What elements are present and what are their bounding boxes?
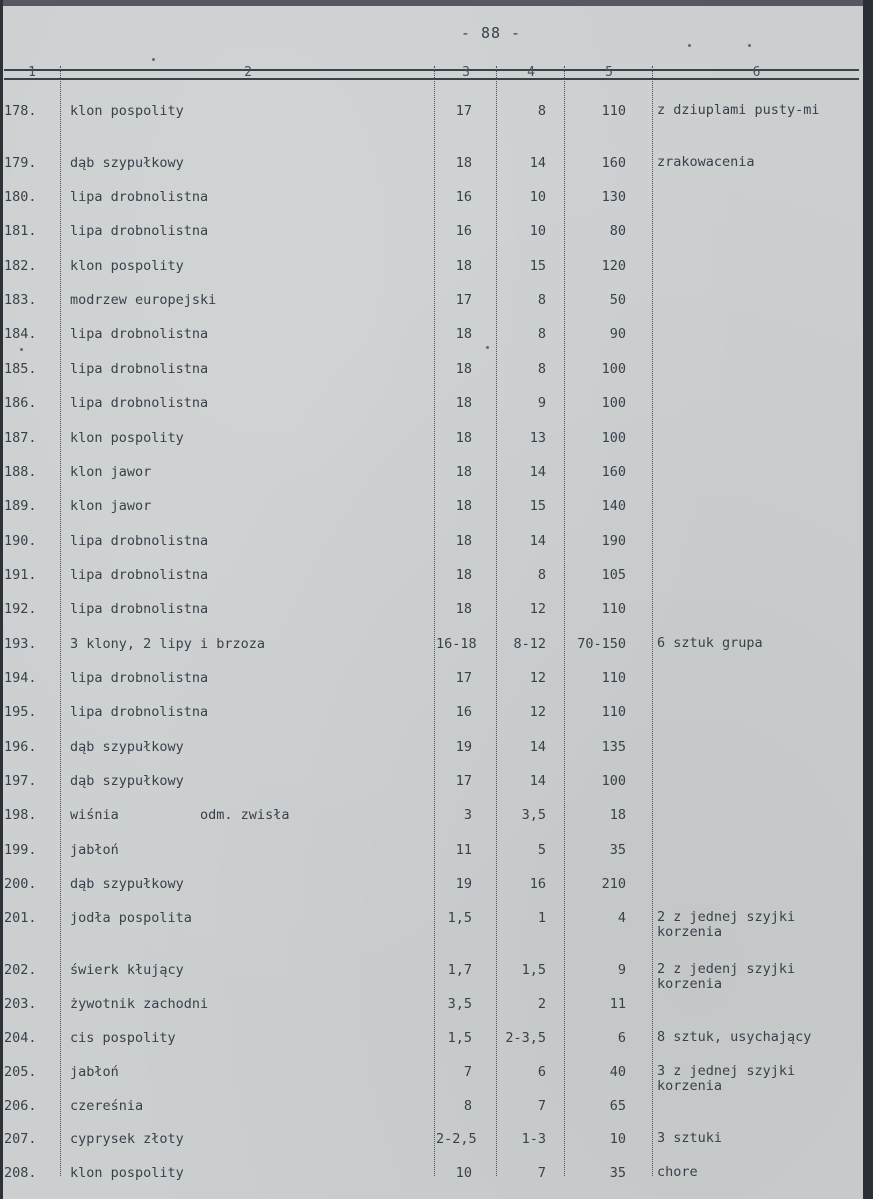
trunk-diameter: 1-3: [521, 1131, 546, 1147]
tree-species: dąb szypułkowy: [70, 155, 184, 171]
table-row: [0, 962, 873, 992]
tree-species: klon pospolity: [70, 1165, 184, 1181]
tree-remarks: 2 z jedenj szyjki korzenia: [657, 961, 796, 992]
trunk-diameter: 3,5: [521, 807, 546, 823]
tree-age: 100: [601, 773, 626, 789]
table-row: [0, 464, 873, 494]
table-row: [0, 189, 873, 219]
tree-remarks: 2 z jednej szyjki korzenia: [657, 909, 796, 940]
scan-speck: [748, 44, 751, 47]
tree-height: 8: [463, 1098, 472, 1114]
tree-remarks: 8 sztuk, usychający: [657, 1029, 812, 1045]
row-number: 183.: [4, 292, 37, 308]
tree-age: 110: [601, 670, 626, 686]
tree-remarks: zrakowacenia: [657, 154, 755, 170]
tree-species: dąb szypułkowy: [70, 773, 184, 789]
row-number: 200.: [4, 876, 37, 892]
trunk-diameter: 10: [529, 189, 546, 205]
tree-age: 110: [601, 103, 626, 119]
trunk-diameter: 14: [529, 155, 546, 171]
column-header-5: 5: [605, 65, 613, 80]
tree-height: 3: [463, 807, 472, 823]
tree-height: 17: [455, 292, 472, 308]
tree-height: 18: [455, 395, 472, 411]
table-row: [0, 704, 873, 734]
table-row: [0, 1131, 873, 1161]
table-row: [0, 292, 873, 322]
page-number: - 88 -: [460, 24, 522, 42]
row-number: 195.: [4, 704, 37, 720]
trunk-diameter: 8: [537, 567, 546, 583]
row-number: 205.: [4, 1064, 37, 1080]
tree-species: lipa drobnolistna: [70, 361, 209, 377]
trunk-diameter: 8: [537, 361, 546, 377]
tree-height: 17: [455, 670, 472, 686]
tree-age: 10: [609, 1131, 626, 1147]
tree-height: 18: [455, 533, 472, 549]
trunk-diameter: 1,5: [521, 962, 546, 978]
tree-remarks: 3 z jednej szyjki korzenia: [657, 1063, 796, 1094]
table-row: [0, 326, 873, 356]
tree-height: 16: [455, 223, 472, 239]
scan-speck: [152, 58, 155, 61]
tree-species: świerk kłujący: [70, 962, 184, 978]
table-row: [0, 1064, 873, 1094]
table-row: [0, 773, 873, 803]
tree-age: 40: [609, 1064, 626, 1080]
row-number: 192.: [4, 601, 37, 617]
trunk-diameter: 8: [537, 326, 546, 342]
table-row: [0, 155, 873, 185]
tree-age: 100: [601, 395, 626, 411]
row-number: 202.: [4, 962, 37, 978]
row-number: 194.: [4, 670, 37, 686]
trunk-diameter: 12: [529, 670, 546, 686]
column-header-6: 6: [752, 65, 761, 80]
row-number: 178.: [4, 103, 37, 119]
trunk-diameter: 2: [537, 996, 546, 1012]
trunk-diameter: 14: [529, 773, 546, 789]
table-row: [0, 807, 873, 837]
tree-age: 100: [601, 361, 626, 377]
trunk-diameter: 2-3,5: [505, 1030, 546, 1046]
tree-height: 18: [455, 498, 472, 514]
tree-species: jodła pospolita: [70, 910, 192, 926]
tree-height: 18: [455, 326, 472, 342]
tree-species: dąb szypułkowy: [70, 876, 184, 892]
trunk-diameter: 5: [537, 842, 546, 858]
trunk-diameter: 8: [537, 103, 546, 119]
row-number: 185.: [4, 361, 37, 377]
tree-age: 190: [601, 533, 626, 549]
row-number: 189.: [4, 498, 37, 514]
table-row: [0, 258, 873, 288]
table-row: [0, 395, 873, 425]
scan-top-edge: [0, 0, 873, 6]
tree-species: dąb szypułkowy: [70, 739, 184, 755]
row-number: 207.: [4, 1131, 37, 1147]
tree-species: 3 klony, 2 lipy i brzoza: [70, 636, 266, 652]
table-row: [0, 498, 873, 528]
tree-species: cis pospolity: [70, 1030, 176, 1046]
tree-remarks: 6 sztuk grupa: [657, 635, 763, 651]
tree-species: lipa drobnolistna: [70, 704, 209, 720]
table-row: [0, 842, 873, 872]
tree-age: 105: [601, 567, 626, 583]
column-header-4: 4: [527, 65, 535, 80]
scan-speck: [486, 346, 489, 349]
tree-species: lipa drobnolistna: [70, 326, 209, 342]
tree-age: 210: [601, 876, 626, 892]
row-number: 201.: [4, 910, 37, 926]
tree-age: 11: [609, 996, 626, 1012]
table-row: [0, 739, 873, 769]
tree-species: czereśnia: [70, 1098, 144, 1114]
tree-height: 16: [455, 189, 472, 205]
tree-species: lipa drobnolistna: [70, 223, 209, 239]
trunk-diameter: 13: [529, 430, 546, 446]
row-number: 184.: [4, 326, 37, 342]
row-number: 199.: [4, 842, 37, 858]
tree-remarks: z dziuplami pusty-mi: [657, 102, 820, 118]
trunk-diameter: 12: [529, 601, 546, 617]
tree-species: jabłoń: [70, 842, 119, 858]
trunk-diameter: 14: [529, 464, 546, 480]
tree-height: 18: [455, 601, 472, 617]
trunk-diameter: 8-12: [513, 636, 546, 652]
trunk-diameter: 15: [529, 258, 546, 274]
tree-height: 2-2,5: [436, 1131, 477, 1147]
tree-age: 80: [609, 223, 626, 239]
tree-height: 19: [455, 876, 472, 892]
tree-age: 6: [617, 1030, 626, 1046]
tree-species: klon pospolity: [70, 430, 184, 446]
table-row: [0, 361, 873, 391]
table-row: [0, 1098, 873, 1128]
tree-height: 16-18: [436, 636, 477, 652]
tree-species: jabłoń: [70, 1064, 119, 1080]
row-number: 196.: [4, 739, 37, 755]
row-number: 180.: [4, 189, 37, 205]
trunk-diameter: 7: [537, 1165, 546, 1181]
tree-remarks: chore: [657, 1164, 698, 1180]
tree-age: 65: [609, 1098, 626, 1114]
table-row: [0, 430, 873, 460]
trunk-diameter: 14: [529, 739, 546, 755]
tree-species: lipa drobnolistna: [70, 567, 209, 583]
tree-age: 35: [609, 842, 626, 858]
trunk-diameter: 6: [537, 1064, 546, 1080]
table-row: [0, 636, 873, 666]
tree-height: 17: [455, 103, 472, 119]
trunk-diameter: 1: [537, 910, 546, 926]
tree-age: 110: [601, 601, 626, 617]
tree-age: 35: [609, 1165, 626, 1181]
table-row: [0, 601, 873, 631]
tree-species: klon jawor: [70, 464, 152, 480]
tree-age: 70-150: [577, 636, 626, 652]
tree-height: 11: [455, 842, 472, 858]
column-header-2: 2: [244, 65, 252, 80]
tree-height: 18: [455, 567, 472, 583]
tree-age: 120: [601, 258, 626, 274]
trunk-diameter: 7: [537, 1098, 546, 1114]
trunk-diameter: 12: [529, 704, 546, 720]
table-row: [0, 103, 873, 133]
tree-height: 10: [455, 1165, 472, 1181]
tree-species: lipa drobnolistna: [70, 533, 209, 549]
row-number: 188.: [4, 464, 37, 480]
row-number: 191.: [4, 567, 37, 583]
tree-remarks: 3 sztuki: [657, 1130, 723, 1146]
trunk-diameter: 10: [529, 223, 546, 239]
tree-age: 18: [609, 807, 626, 823]
table-row: [0, 1165, 873, 1195]
row-number: 208.: [4, 1165, 37, 1181]
row-number: 206.: [4, 1098, 37, 1114]
scan-speck: [688, 44, 691, 47]
row-number: 204.: [4, 1030, 37, 1046]
tree-age: 50: [609, 292, 626, 308]
row-number: 182.: [4, 258, 37, 274]
tree-species: wiśnia odm. zwisła: [70, 807, 290, 823]
tree-height: 18: [455, 258, 472, 274]
tree-height: 1,7: [447, 962, 472, 978]
column-header-1: 1: [28, 65, 36, 80]
column-header-3: 3: [462, 65, 470, 80]
tree-age: 90: [609, 326, 626, 342]
tree-height: 1,5: [447, 1030, 472, 1046]
tree-age: 4: [617, 910, 626, 926]
tree-species: cyprysek złoty: [70, 1131, 184, 1147]
table-row: [0, 533, 873, 563]
tree-age: 160: [601, 155, 626, 171]
tree-height: 18: [455, 361, 472, 377]
trunk-diameter: 15: [529, 498, 546, 514]
tree-height: 17: [455, 773, 472, 789]
tree-species: klon pospolity: [70, 258, 184, 274]
tree-age: 100: [601, 430, 626, 446]
row-number: 197.: [4, 773, 37, 789]
table-row: [0, 876, 873, 906]
row-number: 190.: [4, 533, 37, 549]
trunk-diameter: 9: [537, 395, 546, 411]
tree-species: modrzew europejski: [70, 292, 217, 308]
row-number: 186.: [4, 395, 37, 411]
tree-age: 130: [601, 189, 626, 205]
tree-height: 1,5: [447, 910, 472, 926]
tree-age: 9: [617, 962, 626, 978]
tree-height: 16: [455, 704, 472, 720]
trunk-diameter: 16: [529, 876, 546, 892]
row-number: 193.: [4, 636, 37, 652]
tree-height: 18: [455, 430, 472, 446]
tree-species: lipa drobnolistna: [70, 601, 209, 617]
tree-age: 160: [601, 464, 626, 480]
row-number: 198.: [4, 807, 37, 823]
row-number: 181.: [4, 223, 37, 239]
row-number: 203.: [4, 996, 37, 1012]
tree-height: 3,5: [447, 996, 472, 1012]
row-number: 179.: [4, 155, 37, 171]
tree-species: żywotnik zachodni: [70, 996, 209, 1012]
table-row: [0, 670, 873, 700]
table-row: [0, 567, 873, 597]
trunk-diameter: 8: [537, 292, 546, 308]
tree-species: klon jawor: [70, 498, 152, 514]
row-number: 187.: [4, 430, 37, 446]
table-row: [0, 223, 873, 253]
tree-species: lipa drobnolistna: [70, 670, 209, 686]
tree-age: 140: [601, 498, 626, 514]
tree-height: 18: [455, 464, 472, 480]
tree-species: lipa drobnolistna: [70, 395, 209, 411]
table-row: [0, 996, 873, 1026]
table-row: [0, 910, 873, 940]
tree-species: lipa drobnolistna: [70, 189, 209, 205]
tree-age: 110: [601, 704, 626, 720]
tree-height: 19: [455, 739, 472, 755]
tree-height: 18: [455, 155, 472, 171]
scan-speck: [20, 348, 23, 351]
tree-species: klon pospolity: [70, 103, 184, 119]
trunk-diameter: 14: [529, 533, 546, 549]
tree-height: 7: [463, 1064, 472, 1080]
table-row: [0, 1030, 873, 1060]
tree-age: 135: [601, 739, 626, 755]
